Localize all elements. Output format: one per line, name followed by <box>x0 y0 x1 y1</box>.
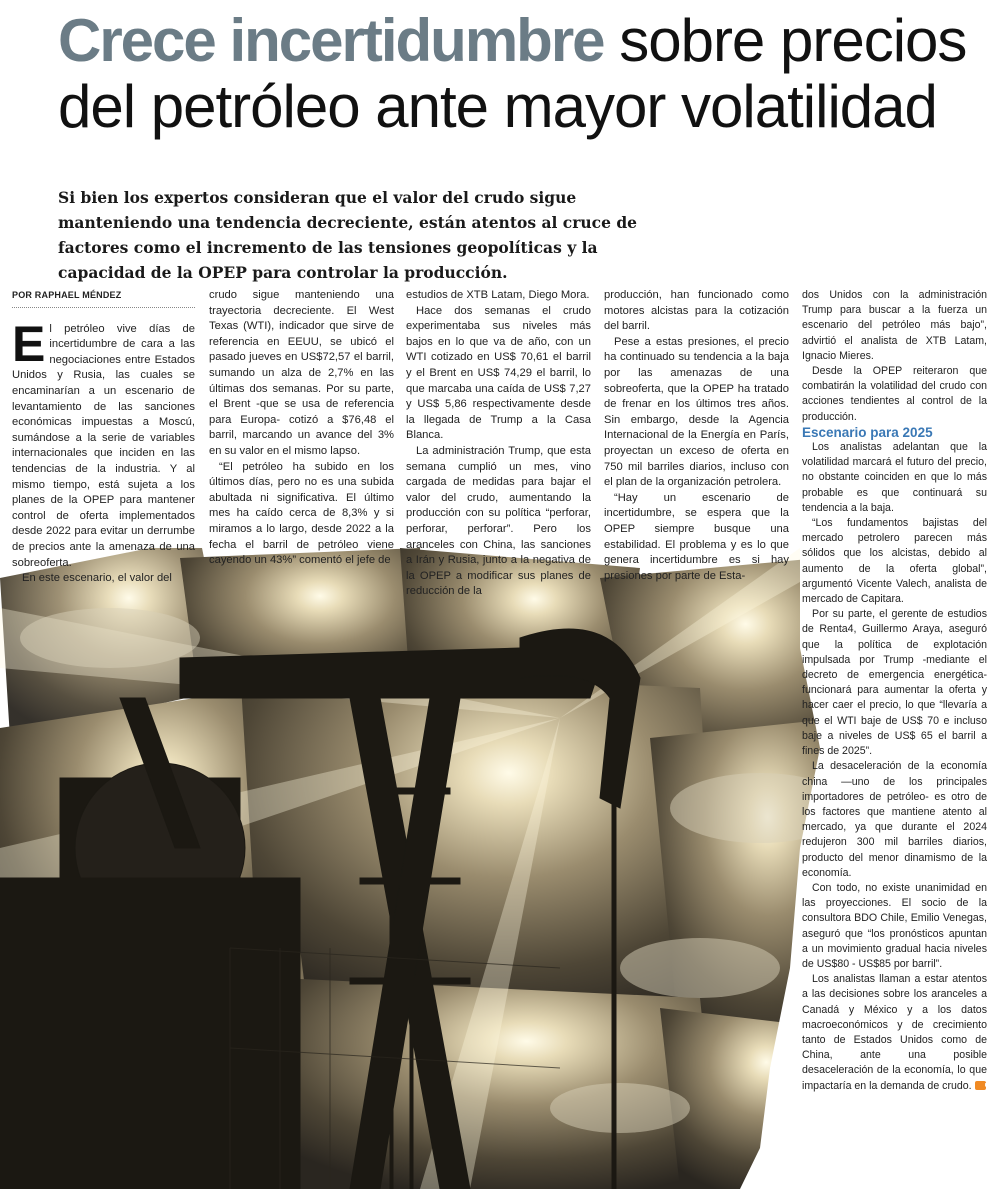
column-5 <box>802 288 987 1094</box>
column-4-paragraph-3: “Hay un escenario de incertidumbre, se espera que la OPEP siempre busque una estabilidad. El problema y es lo que genera incertidumbre es si hay presiones por parte de Esta- <box>604 491 789 582</box>
column-2-paragraph-2: “El petróleo ha subido en los últimos días, pero no es una subida abultada ni significativa. El último mes ha caído cerca de 8,3% y si miramos a lo largo, desde 2022 a la fecha el barril de petróleo viene cayendo un 43%” comentó el jefe de <box>209 460 394 567</box>
column-4-paragraph-2: Pese a estas presiones, el precio ha continuado su tendencia a la baja por las amenazas de una sobreoferta, que la OPEP ha tratado de frenar en los últimos tres años. Sin embargo, desde la Agencia Internacional de la Energía en París, proyectan un exceso de oferta en 750 mil barriles diarios, incluso con el plan de la organización petrolera. <box>604 335 789 489</box>
dropcap: E <box>12 315 46 372</box>
column-5-paragraph-3: Los analistas adelantan que la volatilidad marcará el futuro del precio, no obstante coinciden en que lo más probable es que continuará su tendencia a la baja. <box>802 441 987 514</box>
column-5-paragraph-7: Con todo, no existe unanimidad en las proyecciones. El socio de la consultora BDO Chile, Emilio Venegas, aseguró que “los pronósticos apuntan a un movimiento gradual hacia niveles de US$80 - US$85 por barril”. <box>802 881 987 970</box>
column-1 <box>12 288 195 587</box>
headline-rest: sobre precios del petróleo ante mayor volatilidad <box>58 7 967 140</box>
headline-strong: Crece incertidumbre <box>58 7 604 74</box>
column-5-paragraph-5: Por su parte, el gerente de estudios de Renta4, Guillermo Araya, aseguró que la política de explotación impulsada por Trump -mediante el decreto de emergencia energética- funcionará para aumentar la oferta y hacer caer el precio, lo que “llevaría a que el WTI baje de US$ 70 e incluso baje a niveles de US$ 65 el barril a fines de 2025”. <box>802 608 987 758</box>
column-4 <box>604 288 789 584</box>
column-3-paragraph-1: estudios de XTB Latam, Diego Mora. <box>406 289 590 301</box>
column-3-paragraph-2: Hace dos semanas el crudo experimentaba sus niveles más bajos en lo que va de año, con un WTI cotizado en US$ 70,61 el barril y el Brent en US$ 74,29 el barril, lo que marcaba una caída de US$ 7,27 y US$ 5,86 respectivamente desde la llegada de Trump a la Casa Blanca. <box>406 304 591 442</box>
column-3-paragraph-3: La administración Trump, que esta semana cumplió un mes, vino cargada de medidas para bajar el valor del crudo, aumentando la producción con su política “perforar, perforar, perforar”. Pero los aranceles con China, las sanciones a Irán y Rusia, junto a la negativa de la OPEP a modificar sus planes de reducción de la <box>406 444 591 598</box>
headline <box>58 8 988 140</box>
byline: POR RAPHAEL MÉNDEZ <box>12 288 195 308</box>
column-3 <box>406 288 591 600</box>
column-4-paragraph-1: producción, han funcionado como motores alcistas para la cotización del barril. <box>604 289 789 333</box>
column-5-paragraph-8 <box>802 972 987 1094</box>
column-5-paragraph-2: Desde la OPEP reiteraron que combatirán la volatilidad del crudo con acciones tendientes al control de la producción. <box>802 365 987 423</box>
column-5-paragraph-6: La desaceleración de la economía china —uno de los principales importadores de petróleo- es otro de los factores que mantiene atento al mercado, ya que durante el 2024 redujeron 300 mil barriles diarios, producto del menor dinamismo de la economía. <box>802 760 987 879</box>
column-1-paragraph-1 <box>12 315 195 572</box>
end-of-article-icon: ■ <box>975 1081 986 1090</box>
column-5-text-8: Los analistas llaman a estar atentos a las decisiones sobre los aranceles a Canadá y México y a los datos macroeconómicos y de crecimiento tanto de Estados Unidos como de China, ante una posible desaceleración de la economía, lo que impactaría en la demanda de crudo. <box>802 973 987 1092</box>
column-1-text-1: l petróleo vive días de incertidumbre de cara a las negociaciones entre Estados Unidos y Rusia, las cuales se encaminarían a un escenario de levantamiento de las sanciones económicas impuestas a Moscú, sumándose a la serie de variables internacionales que inciden en las tendencias de la industria. Y al mismo tiempo, está sujeta a los planes de la OPEP para mantener control de oferta implementados desde 2022 para evitar un derrumbe de precios ante la amenaza de una sobreoferta. <box>12 322 195 569</box>
subhead-escenario: Escenario para 2025 <box>802 424 933 440</box>
column-5-paragraph-1: dos Unidos con la administración Trump para buscar a la fuerza un escenario del petróleo más bajo”, advirtió el analista de XTB Latam, Ignacio Mieres. <box>802 289 987 362</box>
column-5-paragraph-4: “Los fundamentos bajistas del mercado petrolero parecen más sólidos que los alcistas, debido al aumento de la oferta global”, argumentó Vicente Valech, analista de mercado de Capitara. <box>802 517 987 606</box>
column-2-paragraph-1: crudo sigue manteniendo una trayectoria decreciente. El West Texas (WTI), indicador que sirve de referencia en EEUU, se ubicó el pasado jueves en US$72,57 el barril, sumando un alza de 2,7% en las últimas dos semanas. Por su parte, el Brent -que se usa de referencia para Europa- cotizó a $76,48 el barril, marcando un avance del 3% en su valor en el mismo lapso. <box>209 289 394 457</box>
column-1-paragraph-2: En este escenario, el valor del <box>22 572 172 585</box>
lead-paragraph: Si bien los expertos consideran que el valor del crudo sigue manteniendo una tendencia decreciente, están atentos al cruce de factores como el incremento de las tensiones geopolíticas y la capacidad de la OPEP para controlar la producción. <box>58 188 638 282</box>
column-2 <box>209 288 394 569</box>
